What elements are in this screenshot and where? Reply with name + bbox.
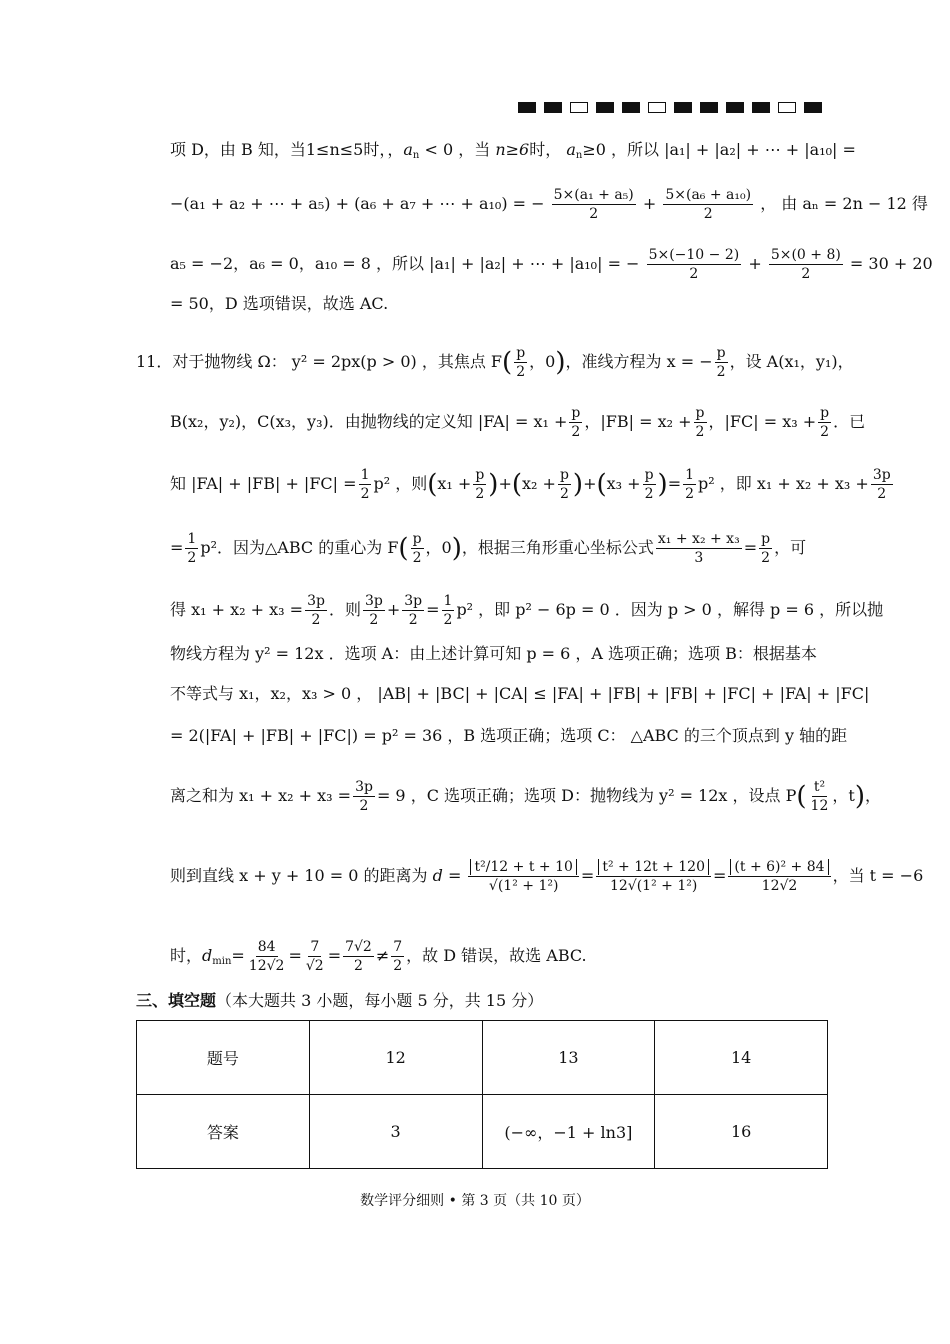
section-heading — [136, 988, 543, 1011]
empty-square-mark — [570, 102, 588, 113]
table-cell: (−∞，−1 + ln3] — [482, 1095, 655, 1169]
text: ，设 A(x₁，y₁)， — [729, 352, 854, 371]
question-11-line-9: 离之和为 x₁ + x₂ + x₃ = $\frac{3p}{2}$ = 9 ，C 选项正确；选项 D：抛物线为 y² = 12x ，设点 P( $\frac{\text{t²}}{12}$ ，t)， — [170, 779, 881, 814]
text: < 0 ，当 — [419, 140, 496, 159]
question-11-line-11: 时，$d_{min}=$ $\frac{84}{12√2}$ = $\frac{7}{√2}$ = $\frac{7√2}{2}$ ≠ $\frac{7}{2}$ ，故 D 错误，故选 ABC. — [170, 939, 587, 974]
question-11-line-3: 知 |FA| + |FB| + |FC| = $\frac{1}{2}$ p² ，则(x₁ + $\frac{p}{2}$ )+(x₂ + $\frac{p}{2}$ )+(x₃ + $\frac{p}{2}$ )= $\frac{1}{2}$ p² ，即 x₁ + x₂ + x₃ + $\frac{3p}{2}$ — [170, 467, 891, 502]
filled-square-mark — [752, 102, 770, 113]
solution-line-4: = 50，D 选项错误，故选 AC. — [170, 294, 389, 313]
filled-square-mark — [804, 102, 822, 113]
question-11-line-5: 得 x₁ + x₂ + x₃ = $\frac{3p}{2}$ ．则 $\frac{3p}{2}$ + $\frac{3p}{2}$ = $\frac{1}{2}$ p² ，即 p² − 6p = 0 ．因为 p > 0 ，解得 p = 6 ，所以抛 — [170, 593, 884, 628]
answer-table — [136, 1020, 828, 1169]
filled-square-mark — [596, 102, 614, 113]
table-row — [137, 1021, 828, 1095]
solution-line-3 — [170, 246, 933, 283]
table-cell: 题号 — [137, 1021, 310, 1095]
solution-line-1: 项 D，由 B 知，当1≤n≤5时，，$a_n < 0$ ，当 n≥6时， $a_n\ge 0$ ，所以 |a₁| + |a₂| + ⋯ + |a₁₀| = — [170, 140, 856, 161]
header-marks — [518, 102, 822, 113]
table-cell: 3 — [309, 1095, 482, 1169]
table-cell: 答案 — [137, 1095, 310, 1169]
text: ，准线方程为 x = − — [565, 352, 713, 371]
section-title: 三、填空题 — [136, 991, 217, 1010]
math: −(a₁ + a₂ + ⋯ + a₅) + (a₆ + a₇ + ⋯ + a₁₀) = − — [170, 194, 545, 213]
math: n≥6 — [495, 140, 530, 159]
empty-square-mark — [778, 102, 796, 113]
text: ≥0 ，所以 |a₁| + |a₂| + ⋯ + |a₁₀| = — [582, 140, 856, 159]
table-cell: 14 — [655, 1021, 828, 1095]
filled-square-mark — [726, 102, 744, 113]
fraction: $\frac{\text{5×(a₁ + a₅)}}{2}$ — [553, 187, 634, 222]
text: ， 由 aₙ = 2n − 12 得 — [760, 194, 928, 213]
table-cell: 16 — [655, 1095, 828, 1169]
table-cell: 13 — [482, 1021, 655, 1095]
table-cell: 12 — [309, 1021, 482, 1095]
math: + — [642, 194, 657, 213]
filled-square-mark — [700, 102, 718, 113]
text: 时， — [529, 140, 562, 159]
math: a₅ = −2，a₆ = 0，a₁₀ = 8 ，所以 |a₁| + |a₂| + ⋯ + |a₁₀| = − — [170, 254, 640, 273]
empty-square-mark — [648, 102, 666, 113]
math: + — [748, 254, 762, 273]
filled-square-mark — [622, 102, 640, 113]
section-note: （本大题共 3 小题，每小题 5 分，共 15 分） — [216, 991, 544, 1010]
question-11-line-8: = 2(|FA| + |FB| + |FC|) = p² = 36 ，B 选项正确；选项 C： △ABC 的三个顶点到 y 轴的距 — [170, 726, 848, 745]
fraction: $\frac{5\times(-10 - 2)}{2}$ — [648, 247, 740, 282]
text: 11．对于抛物线 Ω： y² = 2px(p > 0) ，其焦点 F — [136, 352, 503, 371]
text: 时， — [363, 140, 388, 159]
filled-square-mark — [518, 102, 536, 113]
text: 项 D，由 B 知，当 — [170, 140, 306, 159]
math: = 30 + 20 — [849, 254, 933, 273]
question-11-line-6: 物线方程为 y² = 12x ．选项 A：由上述计算可知 p = 6 ，A 选项正确；选项 B：根据基本 — [170, 644, 817, 663]
math: a — [403, 140, 413, 159]
question-11-line-10: 则到直线 x + y + 10 = 0 的距离为 d = $\frac{\text{t²/12 + t + 10}}{\text{√(1² + 1²)}}$ = $\frac{\text{t² + 12t + 120}}{\text{12√(1² + 1²)}}$ = $\frac{\text{(t + 6)² + 84}}{12√2}$ ，当 t = −6 — [170, 859, 924, 894]
table-row — [137, 1095, 828, 1169]
question-11-line-4: = $\frac{1}{2}$ p²．因为△ABC 的重心为 F( $\frac{p}{2}$ ，0)，根据三角形重心坐标公式 $\frac{\text{x₁ + x₂ + x₃}}{3}$ = $\frac{p}{2}$ ，可 — [170, 531, 807, 566]
filled-square-mark — [674, 102, 692, 113]
math: 1≤n≤5 — [305, 140, 364, 159]
question-11-line-2: B(x₂，y₂)，C(x₃，y₃)．由抛物线的定义知 |FA| = x₁ + $\frac{p}{2}$ ，|FB| = x₂ + $\frac{p}{2}$ ，|FC| = x₃ + $\frac{p}{2}$ ．已 — [170, 405, 866, 440]
page-footer: 数学评分细则 • 第 3 页（共 10 页） — [360, 1193, 590, 1209]
question-11-line-1: 11．对于抛物线 Ω： y² = 2px(p > 0) ，其焦点 F( $\frac{p}{2}$ ，0)，准线方程为 x = − $\frac{p}{2}$ ，设 A(x₁，y₁)， — [136, 345, 854, 380]
math: n — [412, 150, 420, 161]
fraction: $\frac{5\times(0 + 8)}{2}$ — [770, 247, 841, 282]
solution-line-2 — [170, 186, 928, 223]
question-11-line-7: 不等式与 x₁，x₂，x₃ > 0 ， |AB| + |BC| + |CA| ≤ |FA| + |FB| + |FB| + |FC| + |FA| + |FC| — [170, 684, 870, 703]
filled-square-mark — [544, 102, 562, 113]
fraction: $\frac{\text{5×(a₆ + a₁₀)}}{2}$ — [665, 187, 752, 222]
